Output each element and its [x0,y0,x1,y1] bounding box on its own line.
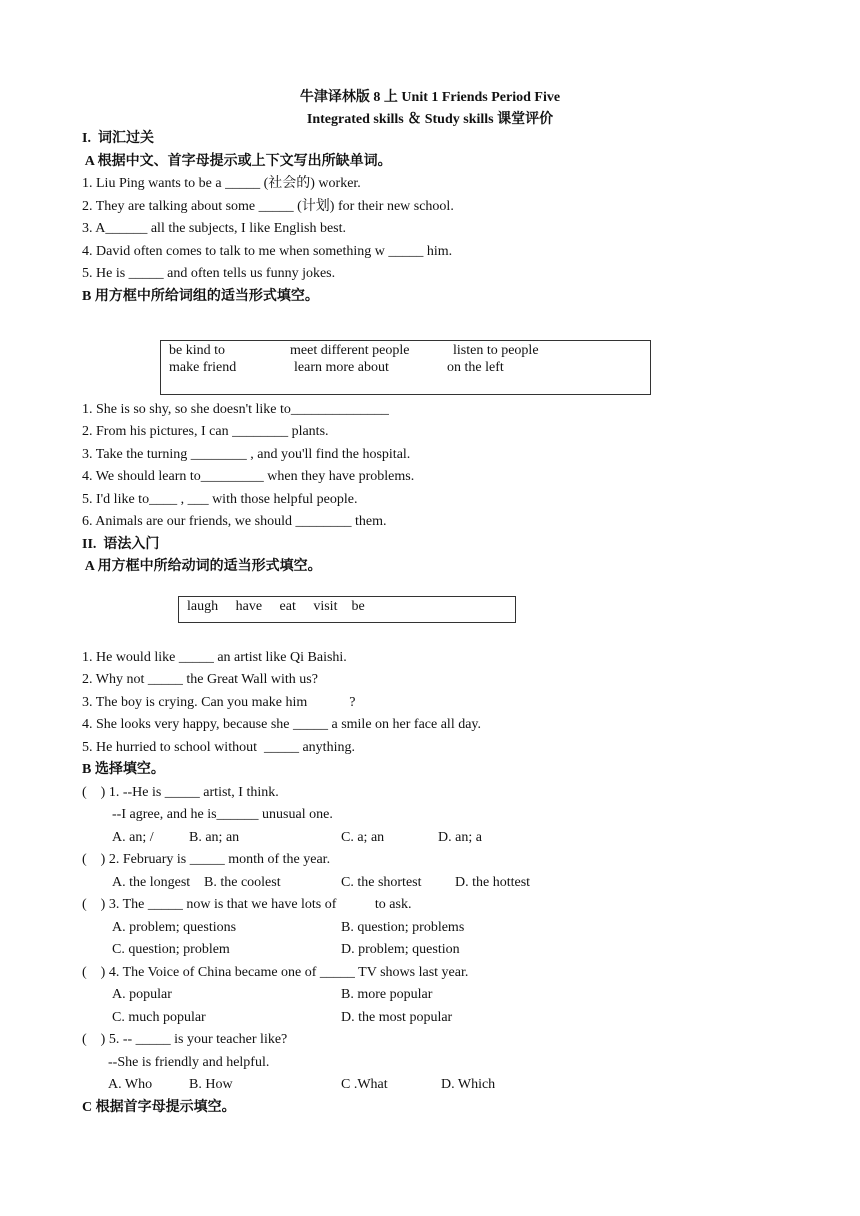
mc-q5-option-c: C .What [341,1077,388,1092]
phrase-be-kind-to: be kind to [169,343,225,358]
phrase-item-3: 3. Take the turning ________ , and you'll find the hospital. [82,447,411,462]
mc-q4-option-a: A. popular [112,987,172,1002]
phrase-on-the-left: on the left [447,360,504,375]
mc-q4-option-b: B. more popular [341,987,433,1002]
mc-question-4: ( ) 4. The Voice of China became one of _____ TV shows last year. [82,965,469,980]
verb-list: laugh have eat visit be [187,599,365,614]
mc-q3-option-a: A. problem; questions [112,920,237,935]
mc-q5-option-b: B. How [189,1077,233,1092]
mc-q3-option-c: C. question; problem [112,942,230,957]
phrase-item-6: 6. Animals are our friends, we should ________ them. [82,514,387,529]
mc-q5-option-a: A. Who [108,1077,153,1092]
mc-question-5: ( ) 5. -- _____ is your teacher like? [82,1032,288,1047]
mc-q4-option-c: C. much popular [112,1010,206,1025]
vocab-item-5: 5. He is _____ and often tells us funny jokes. [82,266,336,281]
phrase-meet-different-people: meet different people [290,343,410,358]
mc-question-1: ( ) 1. --He is _____ artist, I think. [82,785,279,800]
mc-q2-option-c: C. the shortest [341,875,422,890]
grammar-item-1: 1. He would like _____ an artist like Qi Baishi. [82,650,347,665]
phrase-listen-to-people: listen to people [453,343,539,358]
mc-q1-option-d: D. an; a [438,830,482,845]
mc-q1-option-a: A. an; / [112,830,154,845]
part2-heading: II. 语法入门 [82,537,160,552]
phrase-item-4: 4. We should learn to_________ when they have problems. [82,469,415,484]
mc-q3-option-d: D. problem; question [341,942,460,957]
verb-box [178,596,516,623]
mc-q2-option-b: B. the coolest [204,875,281,890]
part1-heading: I. 词汇过关 [82,131,154,146]
phrase-learn-more-about: learn more about [294,360,389,375]
grammar-item-5: 5. He hurried to school without _____ anything. [82,740,355,755]
vocab-item-4: 4. David often comes to talk to me when something w _____ him. [82,244,453,259]
part1-secB-heading: B 用方框中所给词组的适当形式填空。 [82,289,319,304]
phrase-make-friend: make friend [169,360,237,375]
mc-question-1-line2: --I agree, and he is______ unusual one. [112,807,333,822]
grammar-item-3: 3. The boy is crying. Can you make him ? [82,695,356,710]
mc-q2-option-d: D. the hottest [455,875,531,890]
grammar-item-2: 2. Why not _____ the Great Wall with us? [82,672,318,687]
part2-secA-heading: A 用方框中所给动词的适当形式填空。 [82,559,322,574]
part2-secB-heading: B 选择填空。 [82,762,165,777]
mc-q5-option-d: D. Which [441,1077,496,1092]
mc-q1-option-c: C. a; an [341,830,385,845]
worksheet-title: 牛津译林版 8 上 Unit 1 Friends Period Five [299,90,561,105]
mc-q4-option-d: D. the most popular [341,1010,453,1025]
worksheet-subtitle: Integrated skills ＆ Study skills 课堂评价 [306,112,554,127]
grammar-item-4: 4. She looks very happy, because she _____ a smile on her face all day. [82,717,482,732]
mc-q2-option-a: A. the longest [112,875,191,890]
phrase-item-5: 5. I'd like to____ , ___ with those helpful people. [82,492,358,507]
phrase-box [160,340,651,395]
vocab-item-3: 3. A______ all the subjects, I like English best. [82,221,347,236]
mc-question-5-line2: --She is friendly and helpful. [108,1055,270,1070]
vocab-item-2: 2. They are talking about some _____ (计划) for their new school. [82,199,454,214]
vocab-item-1: 1. Liu Ping wants to be a _____ (社会的) worker. [82,176,361,191]
part1-secA-heading: A 根据中文、首字母提示或上下文写出所缺单词。 [82,154,392,169]
mc-q3-option-b: B. question; problems [341,920,465,935]
mc-q1-option-b: B. an; an [189,830,240,845]
mc-question-2: ( ) 2. February is _____ month of the year. [82,852,331,867]
phrase-item-1: 1. She is so shy, so she doesn't like to______________ [82,402,389,417]
phrase-item-2: 2. From his pictures, I can ________ plants. [82,424,329,439]
part2-secC-heading: C 根据首字母提示填空。 [82,1100,236,1115]
mc-question-3: ( ) 3. The _____ now is that we have lots of to ask. [82,897,412,912]
